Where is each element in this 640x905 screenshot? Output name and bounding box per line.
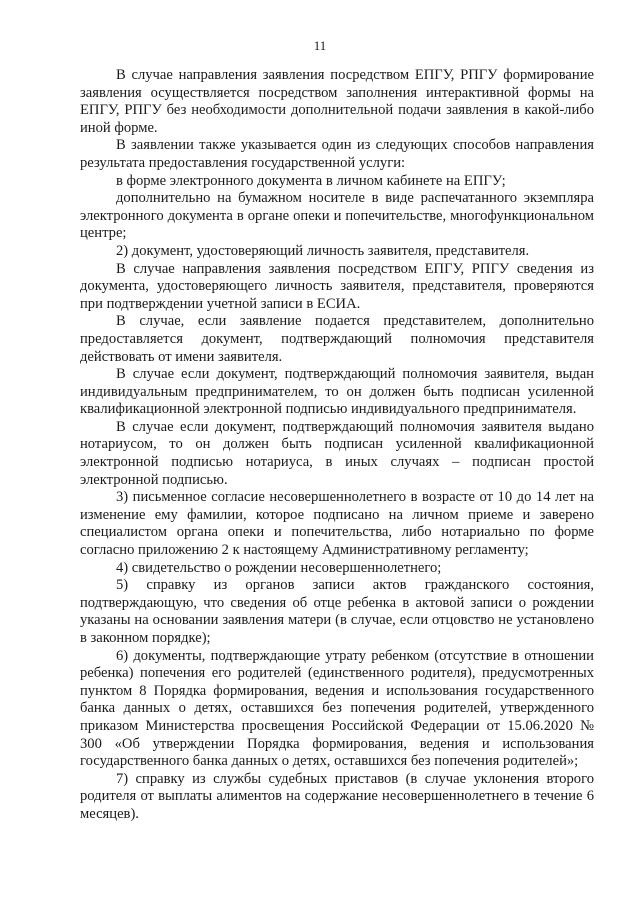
- paragraph-electronic-cabinet: в форме электронного документа в личном кабинете на ЕПГУ;: [116, 172, 506, 189]
- paragraph-item-2: 2) документ, удостоверяющий личность заявителя, представителя.: [116, 242, 530, 259]
- paragraph-item-7: 7) справку из службы судебных приставов (в случае уклонения второго родителя от выплаты алиментов на содержание несовершеннолетнего в течение 6 месяцев).: [80, 770, 594, 822]
- paragraph-representative: В случае, если заявление подается представителем, дополнительно предоставляется документ, подтверждающий полномочия представителя действовать от имени заявителя.: [80, 313, 594, 365]
- paragraph-item-5: 5) справку из органов записи актов гражданского состояния, подтверждающую, что сведения об отце ребенка в актовой записи о рождении указаны на основании заявления матери (в случае, если отцовство не установлено в законном порядке);: [80, 577, 594, 646]
- paragraph-esia-check: В случае направления заявления посредством ЕПГУ, РПГУ сведения из документа, удостоверяющего личность заявителя, представителя, проверяются при подтверждении учетной записи в ЕСИА.: [80, 260, 594, 312]
- paragraph-notary-signature: В случае если документ, подтверждающий полномочия заявителя выдано нотариусом, то он должен быть подписан усиленной квалификационной электронной подписью нотариуса, в иных случаях – подписан простой электронной подписью.: [80, 418, 594, 488]
- page-number: 11: [313, 38, 327, 53]
- paragraph-item-3: 3) письменное согласие несовершеннолетнего в возрасте от 10 до 14 лет на изменение ему фамилии, которое подписано на личном приеме и заверено специалистом органа опеки и попечительства, либо нотариально по форме согласно приложению 2 к настоящему Административному регламенту;: [80, 489, 594, 559]
- paragraph-item-6: 6) документы, подтверждающие утрату ребенком (отсутствие в отношении ребенка) попечения его родителей (единственного родителя), предусмотренных пунктом 8 Порядка формирования, ведения и использования государственного банка данных о детях, оставшихся без попечения родителей, утвержденного приказом Министерства просвещения Российской Федерации от 15.06.2020 № 300 «Об утверждении Порядка формирования, ведения и использования государственного банка данных о детях, оставшихся без попечения родителей»;: [80, 647, 594, 770]
- paragraph-epgu-form: В случае направления заявления посредством ЕПГУ, РПГУ формирование заявления осуществляется посредством заполнения интерактивной формы на ЕПГУ, РПГУ без необходимости дополнительной подачи заявления в какой-либо иной форме.: [80, 67, 594, 136]
- paragraph-item-4: 4) свидетельство о рождении несовершеннолетнего;: [116, 559, 442, 576]
- paragraph-entrepreneur-signature: В случае если документ, подтверждающий полномочия заявителя, выдан индивидуальным предпринимателем, то он должен быть подписан усиленной квалификационной электронной подписью индивидуального предпринимателя.: [80, 366, 594, 418]
- paragraph-paper-copy: дополнительно на бумажном носителе в виде распечатанного экземпляра электронного документа в органе опеки и попечительстве, многофункциональном центре;: [80, 190, 594, 242]
- document-body: [80, 67, 594, 824]
- paragraph-result-methods: В заявлении также указывается один из следующих способов направления результата предоставления государственной услуги:: [80, 137, 594, 171]
